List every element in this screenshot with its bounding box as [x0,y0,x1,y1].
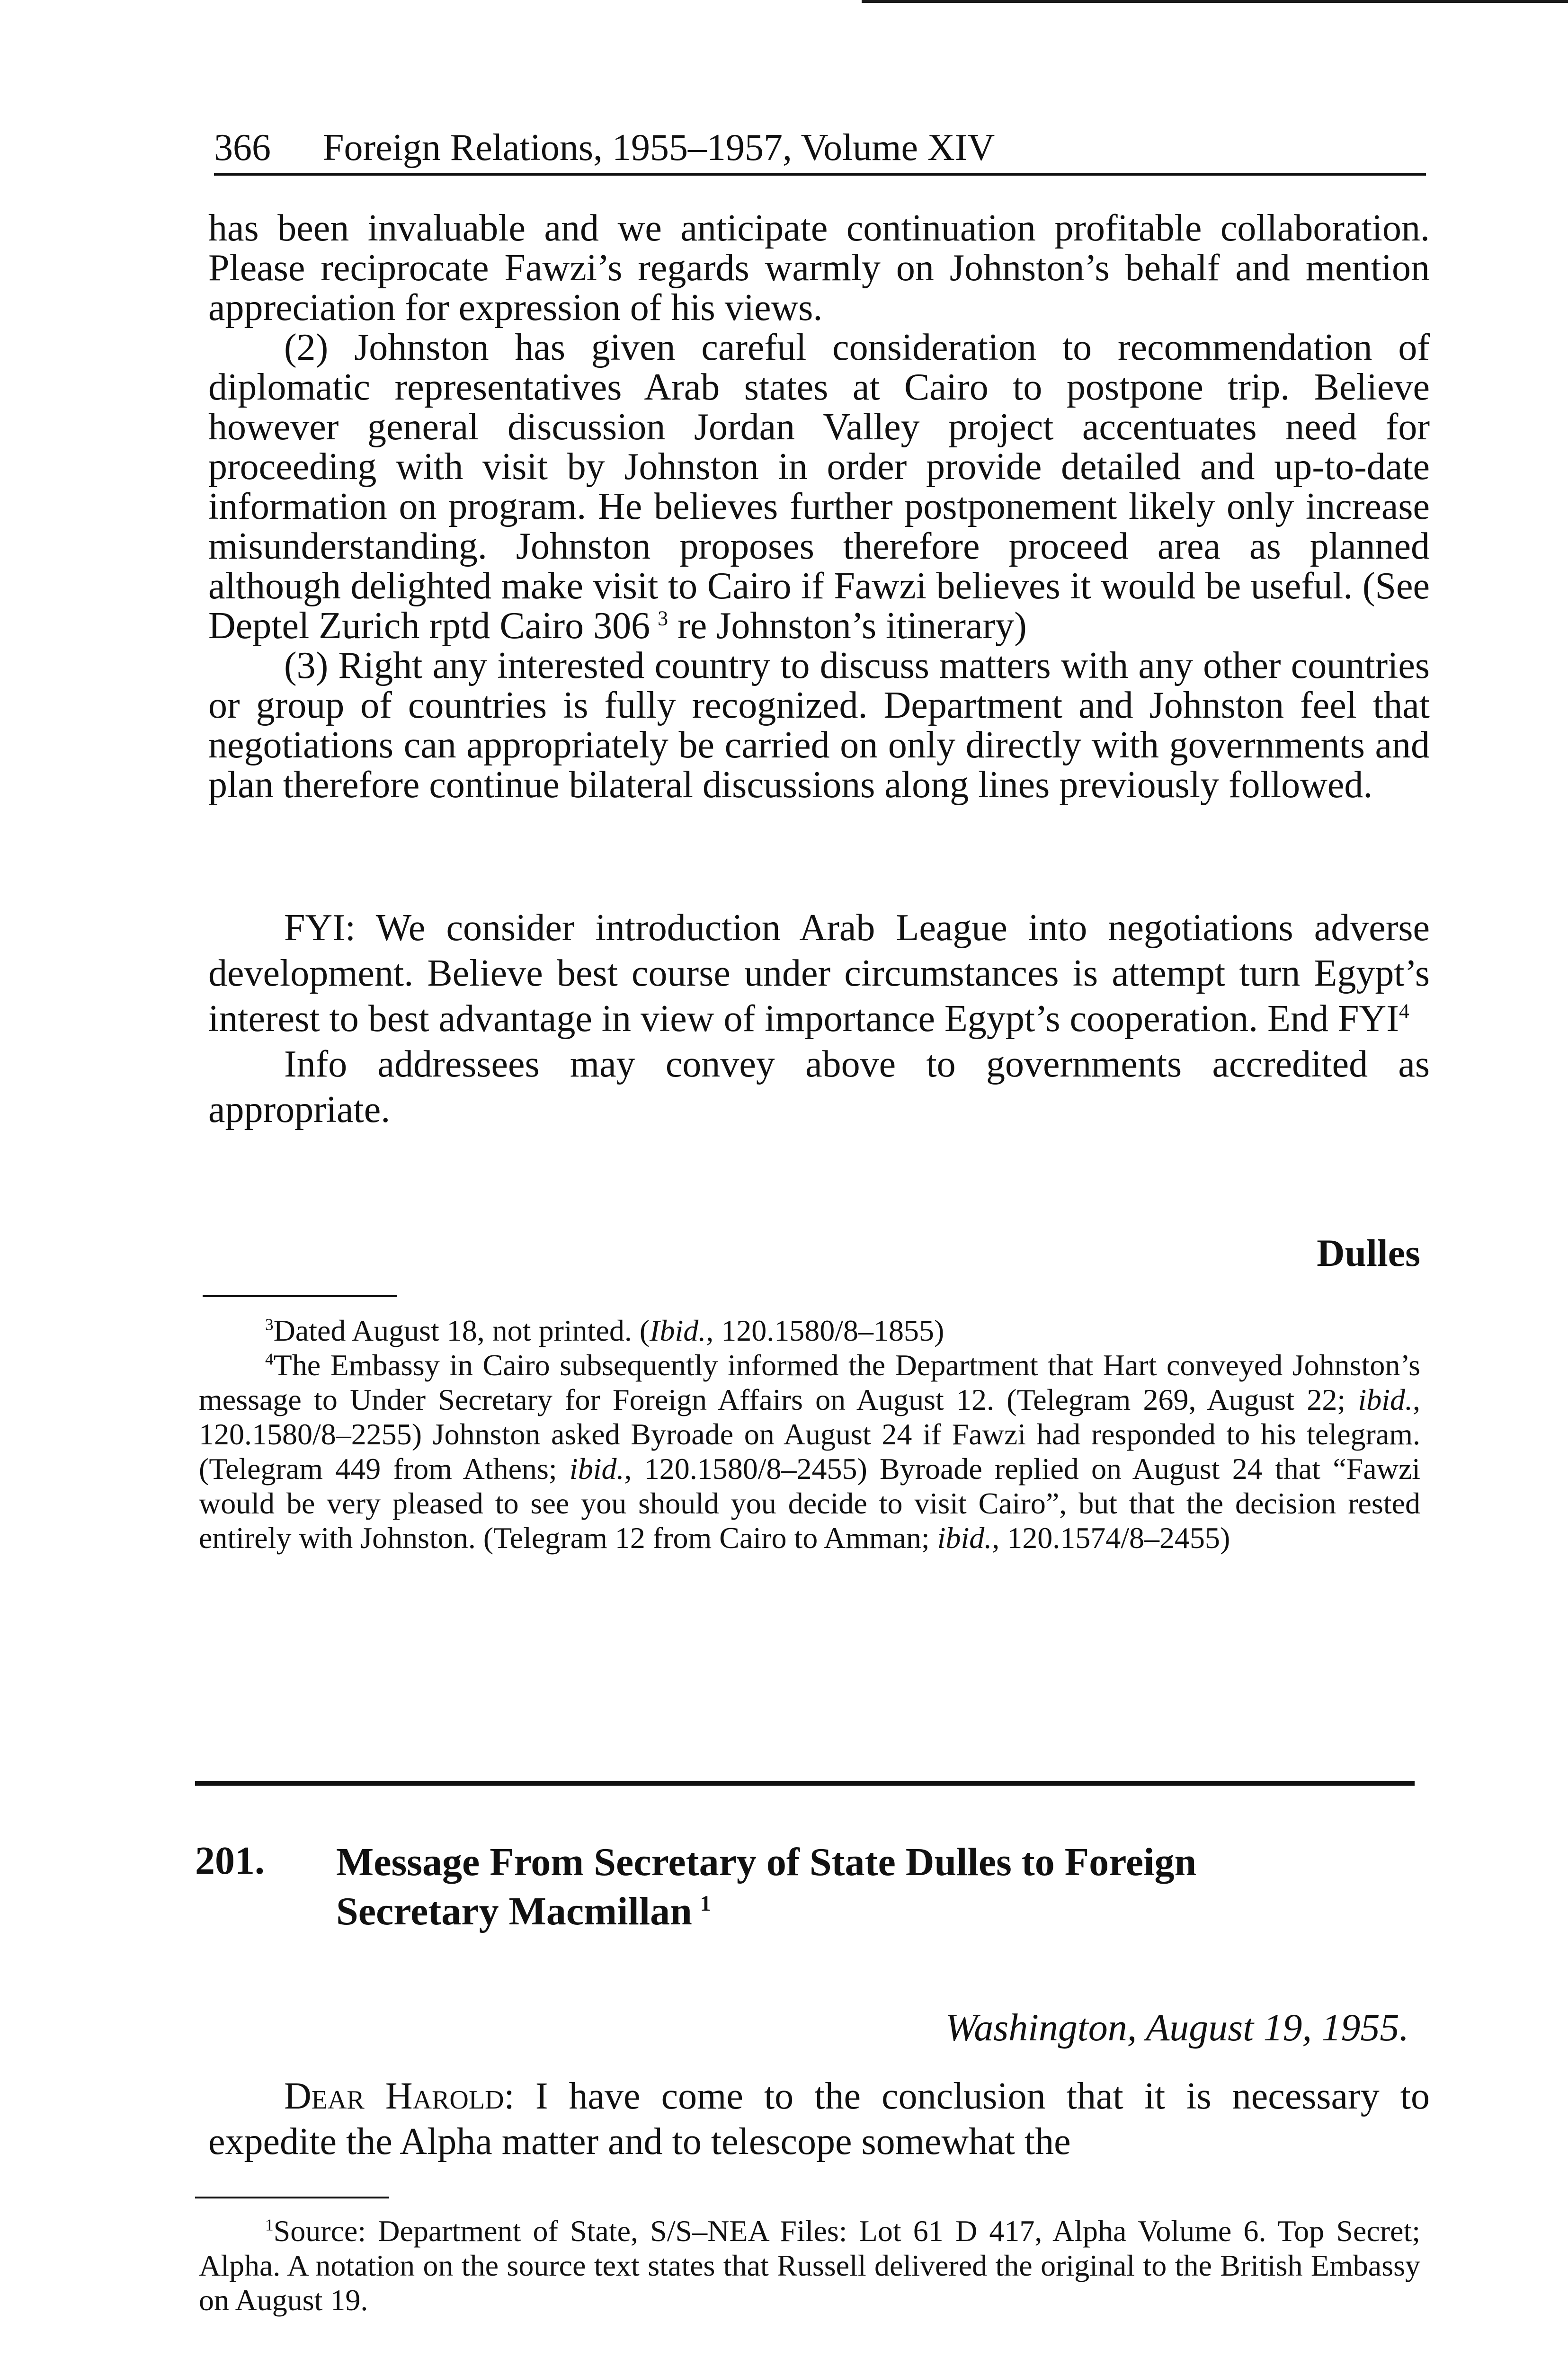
footnote-4-ibid-1: ibid. [1358,1383,1413,1416]
signature: Dulles [1317,1231,1420,1274]
footnote-4 [199,1348,1420,1555]
footnotes-top [199,1313,1420,1555]
salutation: Dear Harold: [284,2075,515,2117]
dateline: Washington, August 19, 1955. [945,2006,1409,2049]
top-edge-rule [862,0,1568,3]
letter-paragraph [208,2073,1430,2164]
footnote-rule-bottom [195,2197,389,2198]
footnote-4-ibid-2: ibid. [569,1452,624,1486]
running-header [214,124,1426,176]
footnote-rule [203,1295,397,1297]
paragraph-fyi-text: FYI: We consider introduction Arab League into negotiations adverse development. Believe best course under circumstances is attempt turn Egypt’s interest to best advantage in view of importance Egypt’s cooperation. End FYI [208,907,1430,1040]
footnote-1 [199,2214,1420,2317]
footnote-4-text-a: The Embassy in Cairo subsequently informed the Department that Hart conveyed Johnston’s message to Under Secretary for Foreign Affairs on August 12. (Telegram 269, August 22; [199,1348,1420,1416]
footnote-4-text-b: , 120.1580/8–2255) Johnston asked Byroade on August 24 if Fawzi had responded to his telegram. (Telegram 449 from Athens; [199,1383,1420,1486]
paragraph-info-addressees: Info addressees may convey above to governments accredited as appropriate. [208,1043,1430,1130]
footnote-3-text: Dated August 18, not printed. ( [273,1314,650,1347]
section-divider [195,1781,1415,1786]
paragraph-2-text: (2) Johnston has given careful consideration to recommendation of diplomatic representatives Arab states at Cairo to postpone trip. Believe however general discussion Jordan Valley project accentuates need for proceeding with visit by Johnston in order provide detailed and up-to-date information on program. He believes further postponement likely only increase misunderstanding. Johnston proposes therefore proceed area as planned although delighted make visit to Cairo if Fawzi believes it would be useful. (See Deptel Zurich rptd Cairo 306 [208,327,1430,647]
footnote-3-ref: , 120.1580/8–1855) [706,1314,944,1347]
footnote-3 [199,1313,1420,1348]
footnote-ref-3[interactable]: 3 [658,606,668,630]
fyi-section [208,905,1430,1132]
footnote-4-ibid-3: ibid. [937,1521,992,1555]
footnote-4-number: 4 [265,1350,274,1369]
continued-telegram-text [208,208,1430,805]
footnote-ref-1[interactable]: 1 [700,1891,711,1915]
paragraph-3: (3) Right any interested country to discuss matters with any other countries or group of countries is fully recognized. Department and Johnston feel that negotiations can appropriately be carried on only directly with governments and plan therefore continue bilateral discussions along lines previously followed. [208,645,1430,806]
footnote-1-text: Source: Department of State, S/S–NEA Files: Lot 61 D 417, Alpha Volume 6. Top Secret; Alpha. A notation on the source text states that Russell delivered the original to the British Embassy on August 19. [199,2214,1420,2317]
footnote-ref-4[interactable]: 4 [1399,999,1409,1023]
footnote-1-number: 1 [265,2216,274,2234]
page-number: 366 [214,127,271,169]
footnote-4-text-d: , 120.1574/8–2455) [992,1521,1230,1555]
footnote-4-text-c: , 120.1580/8–2455) Byroade replied on August 24 that “Fawzi would be very pleased to see you should you decide to visit Cairo”, but that the decision rested entirely with Johnston. (Telegram 12 from Cairo to Amman; [199,1452,1421,1555]
paragraph-fyi [208,905,1430,1041]
document-title [336,1838,1330,1936]
footnotes-bottom [199,2214,1420,2317]
paragraph-continuation: has been invaluable and we anticipate continuation profitable collaboration. Please reciprocate Fawzi’s regards warmly on Johnston’s behalf and mention appreciation for expression of his views. [208,207,1430,329]
running-title: Foreign Relations, 1955–1957, Volume XIV [323,127,995,169]
letter-body: I have come to the conclusion that it is necessary to expedite the Alpha matter and to telescope somewhat the [208,2075,1430,2162]
document-number: 201. [195,1839,265,1883]
footnote-3-number: 3 [265,1315,274,1334]
paragraph-2 [208,328,1430,646]
letter-opening [208,2073,1430,2164]
footnote-3-ibid: Ibid. [650,1314,706,1347]
document-title-text: Message From Secretary of State Dulles to Foreign Secretary Macmillan [336,1840,1197,1933]
paragraph-2-tail: re Johnston’s itinerary) [668,605,1027,647]
